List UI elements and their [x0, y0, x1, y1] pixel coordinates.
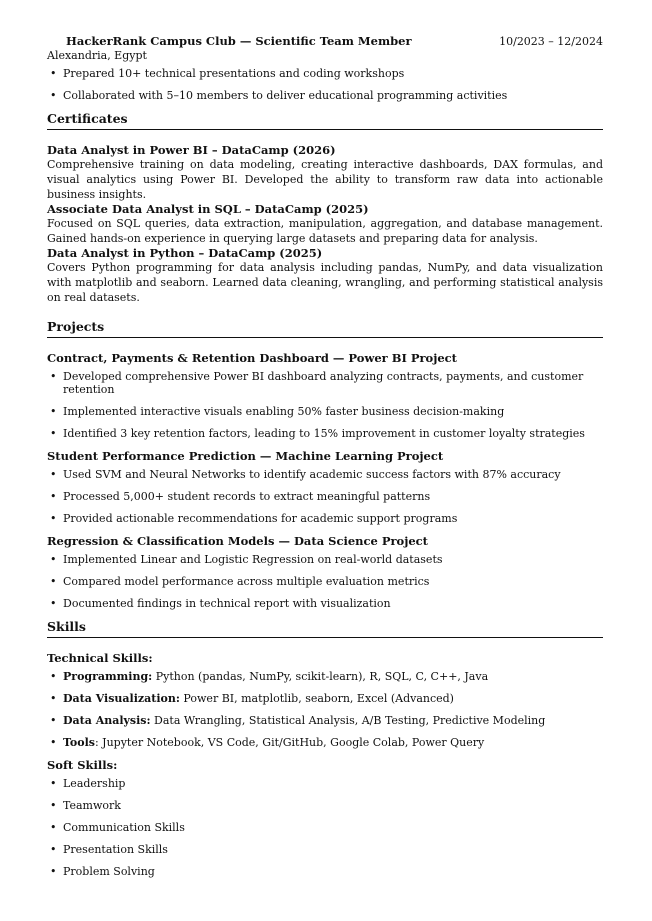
soft-skills-heading: Soft Skills:: [47, 758, 118, 772]
project-bullet: • Implemented Linear and Logistic Regression on real-world datasets: [47, 553, 603, 566]
project-bullet: • Developed comprehensive Power BI dashboard analyzing contracts, payments, and customer retention: [47, 370, 603, 396]
project-bullets: [47, 553, 603, 610]
certificate-description: Comprehensive training on data modeling, creating interactive dashboards, DAX formulas, and visual analytics using Power BI. Developed the ability to transform raw data into actionable business insights.: [47, 158, 603, 201]
skill-label: Programming:: [63, 670, 153, 683]
skills-heading: Skills: [47, 619, 603, 638]
project-bullet: • Compared model performance across multiple evaluation metrics: [47, 575, 603, 588]
skill-value: : Jupyter Notebook, VS Code, Git/GitHub, Google Colab, Power Query: [94, 736, 485, 749]
experience-bullet: • Collaborated with 5–10 members to deliver educational programming activities: [47, 89, 603, 102]
certificate-item: [47, 143, 603, 202]
experience-header: [47, 34, 603, 48]
technical-skills-list: [47, 670, 603, 749]
soft-skills-list: [47, 777, 603, 878]
soft-skill: • Presentation Skills: [47, 843, 603, 856]
project-bullets: [47, 370, 603, 440]
projects-heading: Projects: [47, 319, 603, 338]
project-item: [47, 351, 603, 440]
technical-skill: [47, 736, 603, 749]
skills-section: [47, 619, 603, 878]
resume-page: [47, 34, 603, 887]
project-title: Regression & Classification Models — Data Science Project: [47, 534, 428, 548]
skill-label: Data Analysis:: [63, 714, 151, 727]
technical-skills-heading: Technical Skills:: [47, 651, 153, 665]
skill-label: Tools: [63, 736, 95, 749]
skill-label: Data Visualization:: [63, 692, 180, 705]
project-bullet: • Provided actionable recommendations for academic support programs: [47, 512, 603, 525]
technical-skill: [47, 692, 603, 705]
soft-skill: • Leadership: [47, 777, 603, 790]
experience-entry: [47, 34, 603, 102]
project-title: Student Performance Prediction — Machine Learning Project: [47, 449, 444, 463]
skill-value: Data Wrangling, Statistical Analysis, A/B Testing, Predictive Modeling: [150, 714, 546, 727]
project-item: [47, 534, 603, 610]
project-bullet: • Used SVM and Neural Networks to identify academic success factors with 87% accuracy: [47, 468, 603, 481]
certificate-description: Focused on SQL queries, data extraction, manipulation, aggregation, and database management. Gained hands-on experience in querying large datasets and preparing data for analysis.: [47, 217, 603, 245]
experience-bullet: • Prepared 10+ technical presentations and coding workshops: [47, 67, 603, 80]
certificate-title: Data Analyst in Python – DataCamp (2025): [47, 246, 323, 260]
project-item: [47, 449, 603, 525]
certificates-section: [47, 111, 603, 305]
certificates-heading: Certificates: [47, 111, 603, 130]
skill-value: Power BI, matplotlib, seaborn, Excel (Advanced): [179, 692, 454, 705]
technical-skill: [47, 670, 603, 683]
certificate-description: Covers Python programming for data analysis including pandas, NumPy, and data visualization with matplotlib and seaborn. Learned data cleaning, wrangling, and performing statistical analysis on real datasets.: [47, 261, 603, 304]
certificate-item: [47, 202, 603, 246]
project-bullet: • Processed 5,000+ student records to extract meaningful patterns: [47, 490, 603, 503]
project-bullet: • Identified 3 key retention factors, leading to 15% improvement in customer loyalty strategies: [47, 427, 603, 440]
project-bullet: • Documented findings in technical report with visualization: [47, 597, 603, 610]
certificate-title: Associate Data Analyst in SQL – DataCamp (2025): [47, 202, 369, 216]
project-title: Contract, Payments & Retention Dashboard — Power BI Project: [47, 351, 457, 365]
soft-skill: • Teamwork: [47, 799, 603, 812]
projects-section: [47, 319, 603, 610]
project-bullet: • Implemented interactive visuals enabling 50% faster business decision-making: [47, 405, 603, 418]
soft-skill: • Communication Skills: [47, 821, 603, 834]
skill-value: Python (pandas, NumPy, scikit-learn), R, SQL, C, C++, Java: [152, 670, 489, 683]
certificate-item: [47, 246, 603, 305]
certificate-title: Data Analyst in Power BI – DataCamp (2026): [47, 143, 336, 157]
experience-date: 10/2023 – 12/2024: [499, 35, 603, 48]
soft-skill: • Problem Solving: [47, 865, 603, 878]
experience-location: Alexandria, Egypt: [47, 49, 147, 62]
project-bullets: [47, 468, 603, 525]
technical-skill: [47, 714, 603, 727]
experience-title: HackerRank Campus Club — Scientific Team Member: [66, 34, 412, 48]
experience-bullets: [47, 67, 603, 102]
